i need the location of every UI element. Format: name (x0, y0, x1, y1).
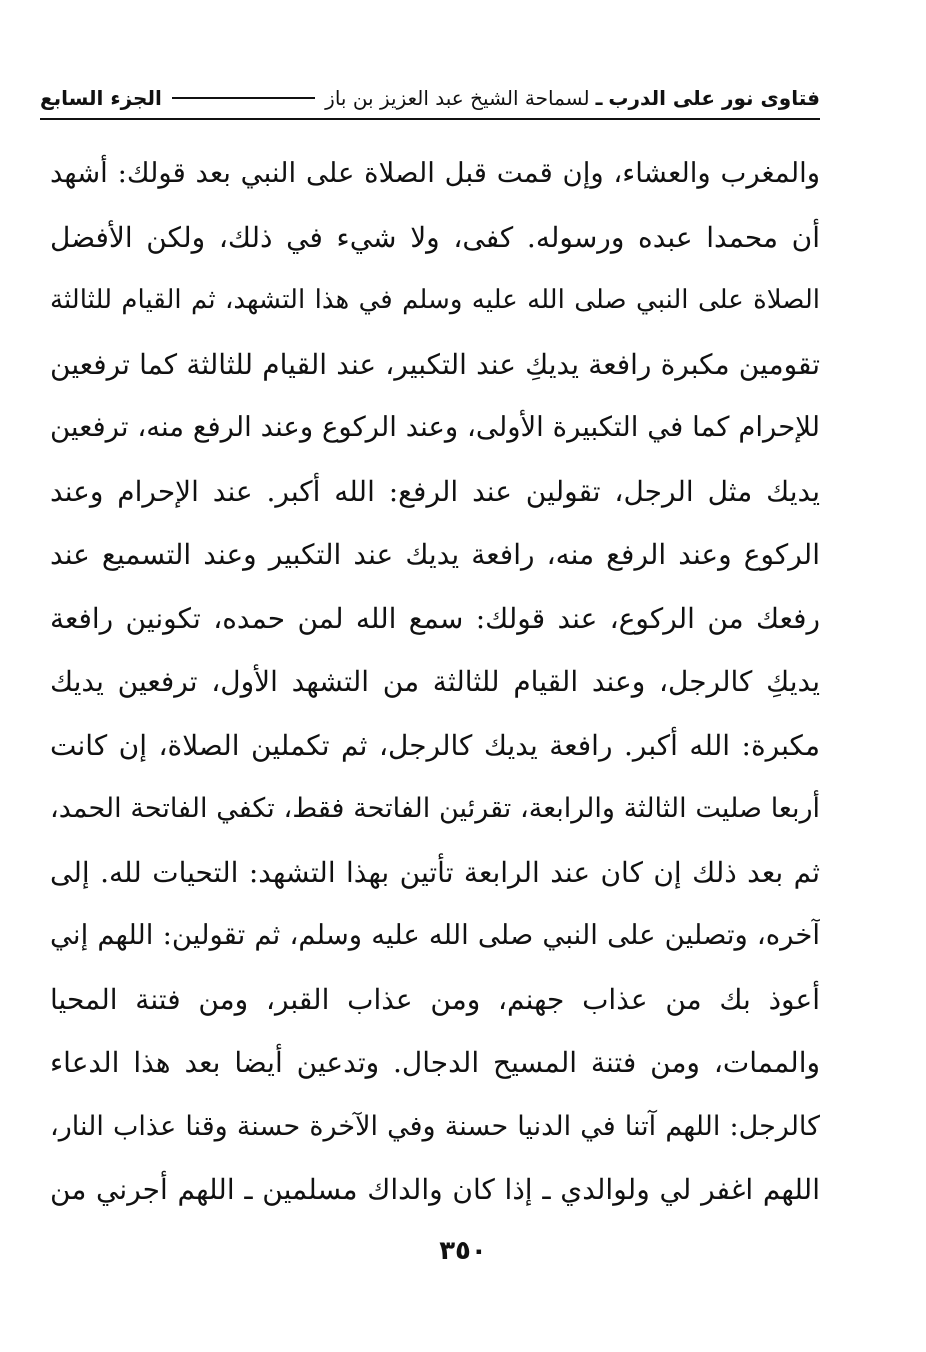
text-line: للإحرام كما في التكبيرة الأولى، وعند الركوع وعند الرفع منه، ترفعين (50, 411, 820, 443)
text-line: رفعك من الركوع، عند قولك: سمع الله لمن حمده، تكونين رافعة (50, 601, 820, 635)
text-line: أن محمدا عبده ورسوله. كفى، ولا شيء في ذلك، ولكن الأفضل (50, 220, 820, 254)
text-line: والمغرب والعشاء، وإن قمت قبل الصلاة على النبي بعد قولك: أشهد (50, 157, 820, 189)
volume-part: الجزء السابع (40, 86, 162, 110)
text-line: يديك مثل الرجل، تقولين عند الرفع: الله أكبر. عند الإحرام وعند (50, 474, 820, 508)
text-line: يديكِ كالرجل، وعند القيام للثالثة من التشهد الأول، ترفعين يديك (50, 665, 820, 698)
header-rule (172, 97, 315, 99)
author-subtitle: لسماحة الشيخ عبد العزيز بن باز (325, 86, 590, 110)
text-line: الركوع وعند الرفع منه، رافعة يديك عند التكبير وعند التسميع عند (50, 538, 820, 571)
text-line: الصلاة على النبي صلى الله عليه وسلم في هذا التشهد، ثم القيام للثالثة (50, 285, 820, 315)
text-line: أعوذ بك من عذاب جهنم، ومن عذاب القبر، ومن فتنة المحيا (50, 982, 820, 1016)
header-title-group (325, 86, 820, 110)
text-line: تقومين مكبرة رافعة يديكِ عند التكبير، عند القيام للثالثة كما ترفعين (50, 347, 820, 381)
text-line: آخره، وتصلين على النبي صلى الله عليه وسلم، ثم تقولين: اللهم إني (50, 919, 820, 951)
text-line: ثم بعد ذلك إن كان عند الرابعة تأتين بهذا التشهد: التحيات لله. إلى (50, 855, 820, 889)
text-line: والممات، ومن فتنة المسيح الدجال. وتدعين أيضا بعد هذا الدعاء (50, 1046, 820, 1079)
book-title: فتاوى نور على الدرب (608, 86, 820, 110)
body-text (50, 142, 820, 1222)
page-number: ٣٥٠ (439, 1236, 487, 1266)
running-header (40, 78, 820, 120)
text-line: أربعا صليت الثالثة والرابعة، تقرئين الفاتحة فقط، تكفي الفاتحة الحمد، (50, 793, 820, 824)
text-line: مكبرة: الله أكبر. رافعة يديك كالرجل، ثم تكملين الصلاة، إن كانت (50, 728, 820, 762)
text-line: اللهم اغفر لي ولوالدي ـ إذا كان والداك مسلمين ـ اللهم أجرني من (50, 1173, 820, 1206)
text-line: كالرجل: اللهم آتنا في الدنيا حسنة وفي الآخرة حسنة وقنا عذاب النار، (50, 1110, 820, 1142)
header-separator: ـ (595, 86, 603, 110)
